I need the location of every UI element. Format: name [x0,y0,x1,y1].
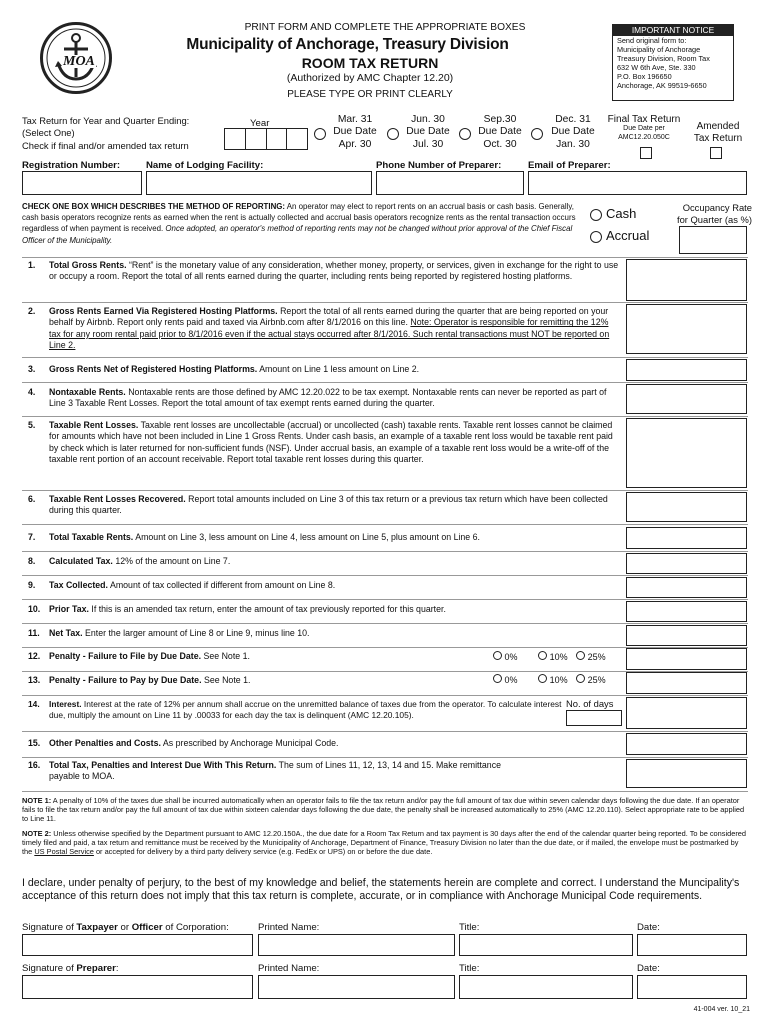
taxpayer-title-input[interactable] [459,934,633,956]
year-input[interactable] [224,128,308,150]
method-heading: CHECK ONE BOX WHICH DESCRIBES THE METHOD OF REPORTING: [22,202,286,211]
print-instruction: PRINT FORM AND COMPLETE THE APPROPRIATE BOXES [244,22,526,33]
final-return-checkbox[interactable] [640,147,652,159]
line-15-amount[interactable] [626,733,747,755]
taxpayer-signature-label: Signature of Taxpayer or Officer of Corporation: [22,922,229,933]
quarter-end: Sep.30 [483,114,517,125]
line-5-amount[interactable] [626,418,747,488]
line-6-amount[interactable] [626,492,747,522]
line-11: 11. Net Tax. Enter the larger amount of Line 8 or Line 9, minus line 10. [28,628,310,638]
line-12-penalty-options: 0% 10% 25% [493,651,606,662]
notice-line: P.O. Box 196650 [617,71,672,81]
line-4: 4. Nontaxable Rents. Nontaxable rents are those defined by AMC 12.20.022 to be tax exempt. Nontaxable rents can never be reported as part of Line 3 Taxable Rent Losses. Report the total amount of tax exempt rents earned during the quarter. [28,387,607,409]
phone-input[interactable] [376,171,524,195]
penalty-0-radio[interactable] [493,674,502,683]
cash-label: Cash [606,206,637,221]
taxpayer-date-input[interactable] [637,934,747,956]
quarter-end: Dec. 31 [555,114,591,125]
occupancy-label: Occupancy Rate [682,202,752,213]
line-3: 3. Gross Rents Net of Registered Hosting Platforms. Amount on Line 1 less amount on Line 2. [28,364,420,374]
days-label: No. of days [566,698,614,709]
preparer-signature-input[interactable] [22,975,253,999]
days-input[interactable] [566,710,622,726]
notice-line: Treasury Division, Room Tax [617,53,710,63]
penalty-10-radio[interactable] [538,674,547,683]
line-13-penalty-options: 0% 10% 25% [493,674,606,685]
notice-line: Anchorage, AK 99519-6650 [617,80,707,90]
important-notice [612,24,734,101]
line-11-amount[interactable] [626,625,747,646]
preparer-date-input[interactable] [637,975,747,999]
preparer-signature-label: Signature of Preparer: [22,963,119,974]
period-label: Tax Return for Year and Quarter Ending: [22,115,190,126]
quarter-radio-mar[interactable] [314,128,326,140]
facility-label: Name of Lodging Facility: [146,160,264,171]
printed-name-label: Printed Name: [258,922,320,933]
line-10: 10. Prior Tax. If this is an amended tax return, enter the amount of tax previously reported for this quarter. [28,604,446,614]
date-label: Date: [637,922,660,933]
line-7: 7. Total Taxable Rents. Amount on Line 3, less amount on Line 4, less amount on Line 5, plus amount on Line 6. [28,532,480,542]
quarter-radio-sep[interactable] [459,128,471,140]
email-input[interactable] [528,171,747,195]
line-4-amount[interactable] [626,384,747,414]
line-3-amount[interactable] [626,359,747,381]
line-15: 15. Other Penalties and Costs. As prescribed by Anchorage Municipal Code. [28,738,339,748]
accrual-label: Accrual [606,228,650,243]
cash-radio[interactable] [590,209,602,221]
select-one-label: (Select One) [22,127,75,139]
logo-text: MOA [63,54,95,69]
amended-label: Amended [696,121,740,132]
penalty-0-radio[interactable] [493,651,502,660]
quarter-radio-dec[interactable] [531,128,543,140]
line-12: 12. Penalty - Failure to File by Due Date. See Note 1. [28,651,250,661]
due-date: Oct. 30 [483,138,517,150]
quarter-end: Jun. 30 [411,114,445,125]
line-2: 2. Gross Rents Earned Via Registered Hosting Platforms. Report the total of all rents earned during the quarter that are being reported on your behalf by Airbnb. Report only rents paid and taxed via Airbnb.com after 8/1/2016 on this line. Note: Operator is responsible for remitting the 12% tax for any room rental paid prior to 8/1/2016 even if the actual stays occurred after 8/1/2016. Such rental transactions must NOT be reported on Line 2. [28,306,610,351]
moa-logo [40,22,112,94]
due-date: Jan. 30 [556,138,590,150]
print-clearly-note: PLEASE TYPE OR PRINT CLEARLY [287,89,453,100]
line-2-amount[interactable] [626,304,747,354]
title-label: Title: [459,963,480,974]
registration-number-input[interactable] [22,171,142,195]
date-label: Date: [637,963,660,974]
taxpayer-printed-name-input[interactable] [258,934,455,956]
penalty-25-radio[interactable] [576,651,585,660]
line-13-amount[interactable] [626,672,747,694]
line-1-amount[interactable] [626,259,747,301]
line-16-amount[interactable] [626,759,747,788]
notice-title: IMPORTANT NOTICE [613,25,733,36]
line-10-amount[interactable] [626,601,747,622]
quarter-end: Mar. 31 [337,114,373,125]
due-date: Apr. 30 [338,138,372,150]
note-1: NOTE 1: A penalty of 10% of the taxes due shall be incurred automatically when an operator fails to file the tax return and/or pay the full amount of tax due within seven calendar days following the due date. If an operator fails to file the tax return and/or pay the full amount of tax due within sixteen calendar days following the due date, the penalty shall be increased automatically to 25% (AMC 12.20.110). Select appropriate rate to be applied to Line 11. [22,796,745,824]
accrual-radio[interactable] [590,231,602,243]
occupancy-label: for Quarter (as %) [676,213,752,225]
final-due-note: Due Date per [623,125,665,132]
due-date-label: Due Date [478,126,522,138]
notice-line: Send original form to: [617,36,687,45]
line-5: 5. Taxable Rent Losses. Taxable rent losses are uncollectable (accrual) or uncollected (cash) taxable rents. Taxable rent losses cannot be claimed for amounts which have not been included in Line 1 Gross Rents. Under cash basis, an example of a taxable rent loss would be taxable rent paid by check which is later returned for non-sufficient funds (NSF). Under accrual basis, an example of a taxable rent loss would be a write-off of the taxable rent portion of an account receivable. Report total taxable rent losses during this quarter. [28,420,613,465]
line-16: 16. Total Tax, Penalties and Interest Due With This Return. The sum of Lines 11, 12, 13, 14 and 15. Make remittance payable to MOA. [28,760,501,782]
notice-line: Municipality of Anchorage [617,44,701,54]
line-9: 9. Tax Collected. Amount of tax collected if different from amount on Line 8. [28,580,336,590]
due-date: Jul. 30 [412,138,444,150]
final-amended-label: Check if final and/or amended tax return [22,139,189,151]
note-2: NOTE 2: Unless otherwise specified by the Department pursuant to AMC 12.20.150A., the due date for a Room Tax Return and tax payment is 30 days after the end of the calendar quarter being reported. To be considered timely filed and paid, a tax return and remittance must be received by the Municipality of Anchorage, Department of Finance, Treasury Division no later than the due date, or if mailed, the envelope must be postmarked by the US Postal Service or accepted for delivery by a third party delivery service (e.g. FedEx or UPS) on or before the due date. [22,829,747,857]
line-1: 1. Total Gross Rents. “Rent” is the monetary value of any consideration, whether money, property, or services, given in exchange for the right to use or occupy a room. Report the total of all rents earned during the quarter, including rents being reported by registered hosting platforms. [28,260,619,282]
form-version: 41-004 ver. 10_21 [693,1006,750,1013]
phone-label: Phone Number of Preparer: [376,160,502,171]
final-due-note: AMC12.20.050C [618,133,670,141]
due-date-label: Due Date [551,126,595,138]
line-14: 14. Interest. Interest at the rate of 12% per annum shall accrue on the unremitted balance of taxes due from the operator. To calculate interest due, multiply the amount on Line 11 by .00033 for each day the tax is delinquent (AMC 12.20.105). [28,699,562,721]
line-7-amount[interactable] [626,527,747,549]
penalty-25-radio[interactable] [576,674,585,683]
preparer-printed-name-input[interactable] [258,975,455,999]
quarter-radio-jun[interactable] [387,128,399,140]
preparer-title-input[interactable] [459,975,633,999]
authority-note: (Authorized by AMC Chapter 12.20) [286,72,454,84]
line-14-amount[interactable] [626,697,747,729]
form-subtitle: ROOM TAX RETURN [301,55,439,71]
line-9-amount[interactable] [626,577,747,598]
due-date-label: Due Date [406,126,450,138]
facility-name-input[interactable] [146,171,372,195]
email-label: Email of Preparer: [528,160,611,171]
final-return-label: Final Tax Return [607,114,681,125]
printed-name-label: Printed Name: [258,963,320,974]
penalty-10-radio[interactable] [538,651,547,660]
amended-label: Tax Return [693,133,743,145]
declaration: I declare, under penalty of perjury, to the best of my knowledge and belief, the statements herein are complete and correct. I understand the Muncipality's acceptance of this return does not imply that this tax return is complete, accurate, or in compliance with Anchorage Municipal Code requirements. [22,877,740,902]
registration-label: Registration Number: [22,160,121,171]
line-12-amount[interactable] [626,648,747,670]
amended-return-checkbox[interactable] [710,147,722,159]
line-8-amount[interactable] [626,553,747,574]
due-date-label: Due Date [333,126,377,138]
year-label: Year [250,118,270,129]
reporting-method-text: CHECK ONE BOX WHICH DESCRIBES THE METHOD OF REPORTING: An operator may elect to report rents on an accrual basis or cash basis. Generally, cash basis operators recognize rents as earned when the rent is actually collected and accrual basis operators recognize rents as the rental transaction occurs regardless of when payment is received. Once adopted, an operator's method of reporting rents may not be changed without prior approval of the Chief Fiscal Officer of the Municipality. [22,202,576,245]
line-8: 8. Calculated Tax. 12% of the amount on Line 7. [28,556,231,566]
page-title: Municipality of Anchorage, Treasury Division [186,36,509,53]
taxpayer-signature-input[interactable] [22,934,253,956]
occupancy-rate-input[interactable] [679,226,747,254]
notice-line: 632 W 6th Ave, Ste. 330 [617,62,696,72]
title-label: Title: [459,922,480,933]
line-13: 13. Penalty - Failure to Pay by Due Date. See Note 1. [28,675,251,685]
line-6: 6. Taxable Rent Losses Recovered. Report total amounts included on Line 3 of this tax return or a previous tax return which have been collected during this quarter. [28,494,608,516]
